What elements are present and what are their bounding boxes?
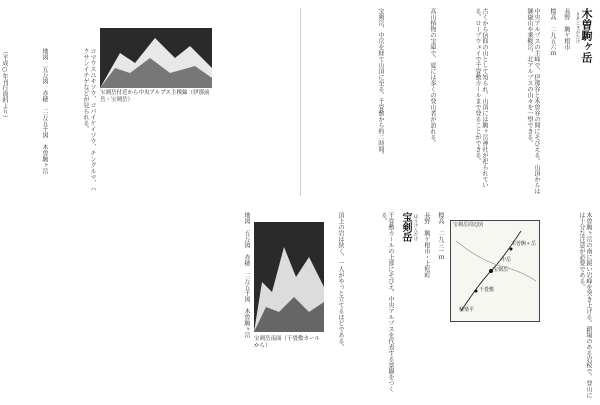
- title-ruby: きそこまがたけ: [575, 12, 580, 44]
- photo-caption: 宝剣岳南面（千畳敷カールから）: [254, 336, 320, 349]
- map-label: 極楽平: [459, 307, 475, 313]
- body-column: 高山植物の宝庫で、夏には多くの登山者が訪れる。: [429, 8, 436, 146]
- mountain-photo-graphic: [100, 28, 212, 88]
- body-column: コマウスユキソウ、コバイケイソウ、チングルマ、ハクサンイチゲなどが見られる。: [82, 48, 96, 192]
- title-ruby: ほうけんだけ: [413, 214, 418, 241]
- mountain-photo: [254, 222, 324, 332]
- region-label: 長野 駒ケ根市・上松町: [423, 212, 430, 278]
- gutter: [300, 8, 301, 196]
- article-title: 宝剣岳: [400, 212, 411, 242]
- article-title: 木曽駒ヶ岳: [580, 8, 593, 63]
- map-label: 木曽駒ヶ岳: [511, 241, 537, 247]
- region-label: 長野 駒ケ根市: [563, 8, 570, 50]
- elevation-label: 標高 二九三一ｍ: [437, 212, 444, 260]
- body-column: 木曽駒ヶ岳の南に鋭い岩峰を突き上げる。鎖場のある岩稜で、登山には十分な注意が必要である。: [578, 212, 592, 398]
- body-column: 頂上の岩は狭く、一人がやっと立てるほどである。: [337, 212, 344, 350]
- map-title: 宝剣岳周辺図: [453, 222, 484, 228]
- bottom-spread: [0, 212, 600, 398]
- body-column: 地図 五万図 赤穂 二万五千図 木曽駒ヶ岳: [243, 212, 250, 338]
- photo-caption: 宝剣岳付近から中央アルプス主稜線（伊那前岳・宝剣岳）: [100, 90, 210, 103]
- map-label: 宝剣岳: [493, 267, 509, 273]
- body-column: 宝剣岳、中岳を経て山頂に至る。千畳敷から約二時間。: [377, 8, 384, 158]
- elevation-label: 標高 二九五六ｍ: [549, 8, 556, 56]
- body-column: 中央アルプスの主峰で、伊那谷と木曽谷の間にそびえる。山頂からは御嶽山や乗鞍岳、北アルプスの山々を一望できる。: [526, 8, 540, 194]
- area-map: [450, 220, 540, 322]
- map-label: 千畳敷: [479, 287, 495, 293]
- map-label: 中岳: [501, 257, 512, 263]
- mountain-photo-graphic: [254, 222, 324, 332]
- mountain-photo: [100, 28, 212, 88]
- body-column: 千畳敷カールの上部にそびえ、中央アルプスを代表する景観をつくる。: [380, 212, 394, 392]
- body-column: 地図 五万図 赤穂 二万五千図 木曽駒ヶ岳: [41, 48, 48, 174]
- body-column: 古くから信仰の山として知られ、山頂には駒ヶ岳神社が祀られている。ロープウェイで千畳敷カールまで登ることができる。: [474, 8, 488, 188]
- body-column: （平成○年刊行資料より）: [1, 48, 8, 121]
